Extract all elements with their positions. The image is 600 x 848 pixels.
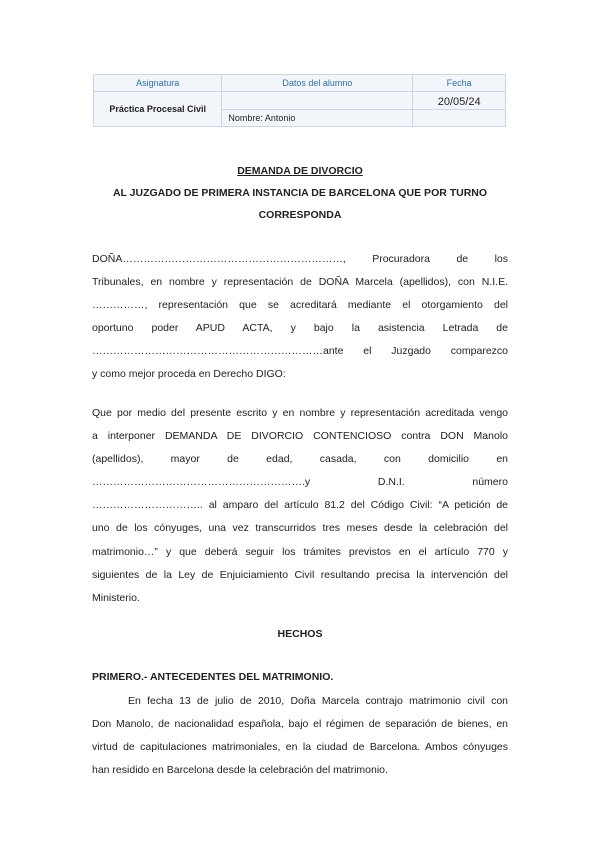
claim-line: matrimonio…” y que deberá seguir los trámites previstos en el artículo 770 y bbox=[92, 545, 508, 558]
claim-line: a interponer DEMANDA DE DIVORCIO CONTENCIOSO contra DON Manolo bbox=[92, 430, 508, 443]
claim-line: siguientes de la Ley de Enjuiciamiento Civil resultando precisa la intervención del bbox=[92, 568, 508, 581]
primero-line: virtud de capitulaciones matrimoniales, en la ciudad de Barcelona. Ambos cónyuges bbox=[92, 741, 508, 754]
primero-heading: PRIMERO.- ANTECEDENTES DEL MATRIMONIO. bbox=[92, 671, 334, 683]
subject-column-header: Asignatura bbox=[94, 75, 222, 92]
claim-line: uno de los cónyuges, una vez transcurridos tres meses desde la celebración del bbox=[92, 522, 508, 535]
claim-line: Ministerio. bbox=[92, 591, 140, 604]
intro-line: DOÑA………………………………………………………, Procuradora de los bbox=[92, 253, 508, 265]
claim-line: Que por medio del presente escrito y en nombre y representación acreditada vengo bbox=[92, 407, 508, 419]
primero-line: Don Manolo, de nacionalidad española, bajo el régimen de separación de bienes, en bbox=[92, 718, 508, 731]
claim-line: (apellidos), mayor de edad, casada, con domicilio en bbox=[92, 453, 508, 466]
claim-line: ………………………….. al amparo del artículo 81.2 del Código Civil: “A petición de bbox=[92, 499, 508, 512]
primero-line: han residido en Barcelona desde la celebración del matrimonio. bbox=[92, 764, 388, 777]
claim-line: …………………………………………………….y D.N.I. número bbox=[92, 476, 508, 489]
primero-paragraph bbox=[92, 690, 508, 782]
intro-line: ……………, representación que se acreditará mediante el otorgamiento del bbox=[92, 299, 508, 312]
document-title: DEMANDA DE DIVORCIO bbox=[237, 165, 363, 177]
student-column-header: Datos del alumno bbox=[222, 75, 413, 92]
student-blank-cell bbox=[222, 92, 413, 110]
header-table bbox=[93, 74, 506, 127]
intro-paragraph bbox=[92, 248, 508, 387]
date-column-header: Fecha bbox=[413, 75, 506, 92]
date-bottom-cell bbox=[413, 110, 506, 127]
document-subtitle-line2: CORRESPONDA bbox=[258, 209, 342, 221]
subject-value: Práctica Procesal Civil bbox=[94, 92, 222, 127]
hechos-heading: HECHOS bbox=[277, 628, 323, 640]
intro-line: y como mejor proceda en Derecho DIGO: bbox=[92, 368, 286, 381]
intro-line: oportuno poder APUD ACTA, y bajo la asistencia Letrada de bbox=[92, 322, 508, 335]
date-value: 20/05/24 bbox=[413, 92, 506, 110]
claim-paragraph bbox=[92, 402, 508, 610]
document-subtitle-line1: AL JUZGADO DE PRIMERA INSTANCIA DE BARCELONA QUE POR TURNO bbox=[112, 187, 488, 199]
student-name: Nombre: Antonio bbox=[222, 110, 413, 127]
intro-line: …………………………………………………………ante el Juzgado comparezco bbox=[92, 345, 508, 358]
intro-line: Tribunales, en nombre y representación de DOÑA Marcela (apellidos), con N.I.E. bbox=[92, 276, 508, 289]
primero-line: En fecha 13 de julio de 2010, Doña Marcela contrajo matrimonio civil con bbox=[128, 695, 508, 707]
